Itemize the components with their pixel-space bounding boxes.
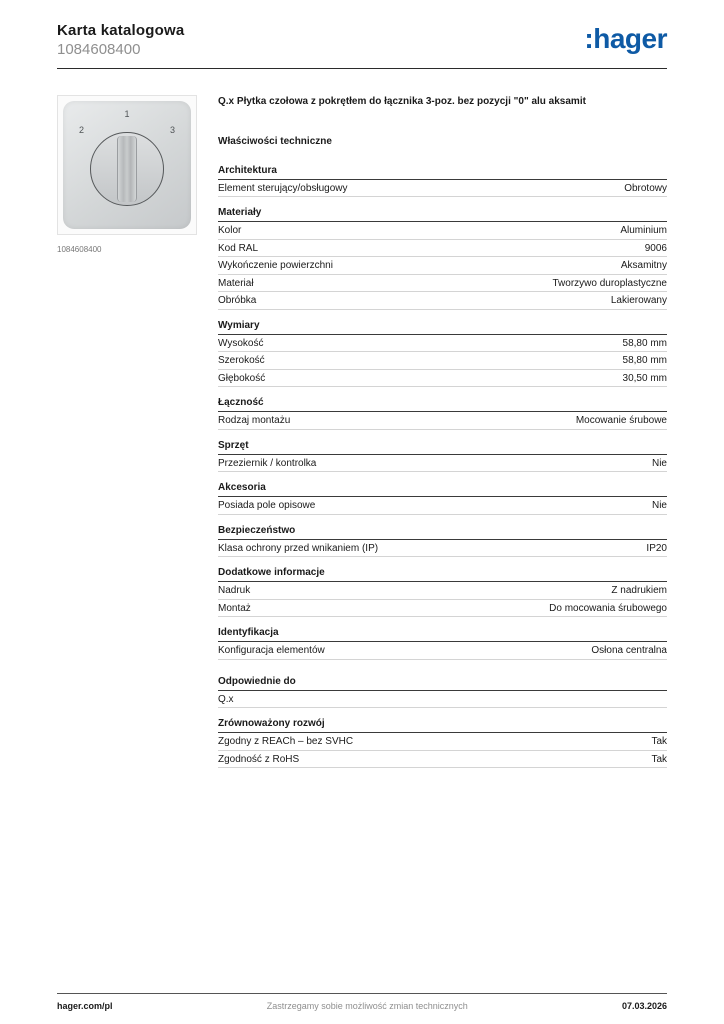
header	[57, 22, 667, 69]
spec-label: Zgodność z RoHS	[218, 753, 300, 765]
spec-value: 30,50 mm	[622, 372, 667, 384]
spec-section	[218, 718, 667, 768]
spec-value: IP20	[646, 542, 667, 554]
spec-row	[218, 335, 667, 353]
section-title: Dodatkowe informacje	[218, 567, 667, 582]
spec-row	[218, 292, 667, 310]
spec-row	[218, 455, 667, 473]
spec-section	[218, 525, 667, 558]
spec-value: Nie	[651, 500, 667, 511]
knob-handle-graphic	[117, 136, 137, 202]
spec-label: Klasa ochrony przed wnikaniem (IP)	[218, 542, 379, 554]
spec-label: Kod RAL	[218, 242, 259, 254]
spec-row	[218, 412, 667, 430]
section-title: Bezpieczeństwo	[218, 525, 667, 540]
spec-label: Głębokość	[218, 372, 266, 384]
section-title: Wymiary	[218, 320, 667, 335]
spec-row	[218, 600, 667, 618]
spec-label: Q.x	[218, 693, 234, 705]
spec-sections	[218, 165, 667, 769]
spec-value: Tak	[651, 736, 667, 747]
section-title: Architektura	[218, 165, 667, 180]
knob-position-1-label: 1	[124, 109, 130, 119]
knob-position-3-label: 3	[169, 125, 175, 135]
content	[57, 95, 667, 778]
faceplate-graphic	[63, 101, 191, 229]
spec-row	[218, 180, 667, 198]
section-title: Łączność	[218, 397, 667, 412]
spec-value: Do mocowania śrubowego	[549, 602, 667, 614]
spec-section	[218, 567, 667, 617]
spec-row	[218, 582, 667, 600]
footer	[57, 993, 667, 1011]
spec-row	[218, 370, 667, 388]
spec-section	[218, 207, 667, 310]
spec-label: Materiał	[218, 277, 254, 289]
spec-label: Montaż	[218, 602, 251, 614]
spec-section	[218, 482, 667, 515]
spec-section	[218, 165, 667, 198]
spec-label: Posiada pole opisowe	[218, 500, 316, 511]
spec-value: Lakierowany	[610, 295, 667, 306]
spec-value: Z nadrukiem	[611, 585, 667, 596]
spec-value: Aluminium	[620, 225, 667, 236]
spec-value: Nie	[651, 457, 667, 469]
spec-label: Szerokość	[218, 355, 265, 366]
spec-row	[218, 240, 667, 258]
spec-label: Nadruk	[218, 585, 251, 596]
spec-value: Aksamitny	[620, 260, 667, 271]
spec-label: Wykończenie powierzchni	[218, 260, 333, 271]
hager-logo: :hager	[584, 23, 667, 54]
spec-label: Zgodny z REACh – bez SVHC	[218, 736, 354, 747]
spec-row	[218, 275, 667, 293]
spec-row	[218, 751, 667, 769]
knob-position-2-label: 2	[79, 125, 85, 135]
spec-label: Konfiguracja elementów	[218, 645, 325, 656]
spec-value: Obrotowy	[624, 182, 667, 194]
spec-row	[218, 497, 667, 515]
spec-row	[218, 352, 667, 370]
product-description: Q.x Płytka czołowa z pokrętłem do łącznika 3-poz. bez pozycji "0" alu aksamit	[218, 96, 586, 107]
spec-value: Mocowanie śrubowe	[575, 415, 667, 426]
section-title: Zrównoważony rozwój	[218, 718, 667, 733]
section-title: Sprzęt	[218, 440, 667, 455]
footer-disclaimer: Zastrzegamy sobie możliwość zmian technicznych	[266, 1001, 468, 1011]
image-caption: 1084608400	[57, 245, 102, 254]
spec-row	[218, 222, 667, 240]
spec-row	[218, 691, 667, 709]
section-title: Materiały	[218, 207, 667, 222]
spec-row	[218, 733, 667, 751]
spec-row	[218, 257, 667, 275]
properties-title: Właściwości techniczne	[218, 135, 332, 147]
product-photo	[57, 95, 197, 235]
spec-value: Tak	[651, 753, 667, 765]
section-title: Odpowiednie do	[218, 676, 667, 691]
footer-website-link[interactable]: hager.com/pl	[57, 1001, 113, 1011]
spec-label: Przeziernik / kontrolka	[218, 457, 317, 469]
spec-value: Tworzywo duroplastyczne	[552, 277, 667, 289]
page-title: Karta katalogowa	[57, 22, 185, 39]
spec-row	[218, 540, 667, 558]
spec-label: Kolor	[218, 225, 242, 236]
spec-column	[218, 95, 667, 778]
spec-label: Obróbka	[218, 295, 257, 306]
spec-section	[218, 627, 667, 660]
spec-section	[218, 440, 667, 473]
spec-section	[218, 397, 667, 430]
product-image-column	[57, 95, 197, 778]
section-title: Akcesoria	[218, 482, 667, 497]
spec-value: Osłona centralna	[591, 645, 667, 656]
spec-section	[218, 320, 667, 388]
section-title: Identyfikacja	[218, 627, 667, 642]
spec-label: Element sterujący/obsługowy	[218, 182, 348, 194]
spec-label: Rodzaj montażu	[218, 415, 291, 426]
spec-value: 58,80 mm	[622, 337, 667, 349]
footer-date: 07.03.2026	[621, 1001, 667, 1011]
spec-value: 9006	[644, 242, 667, 254]
spec-row	[218, 642, 667, 660]
spec-value: 58,80 mm	[622, 355, 667, 366]
rotary-knob-graphic	[90, 132, 164, 206]
product-number: 1084608400	[57, 41, 141, 58]
spec-section	[218, 676, 667, 709]
header-titles	[57, 22, 184, 58]
spec-label: Wysokość	[218, 337, 264, 349]
